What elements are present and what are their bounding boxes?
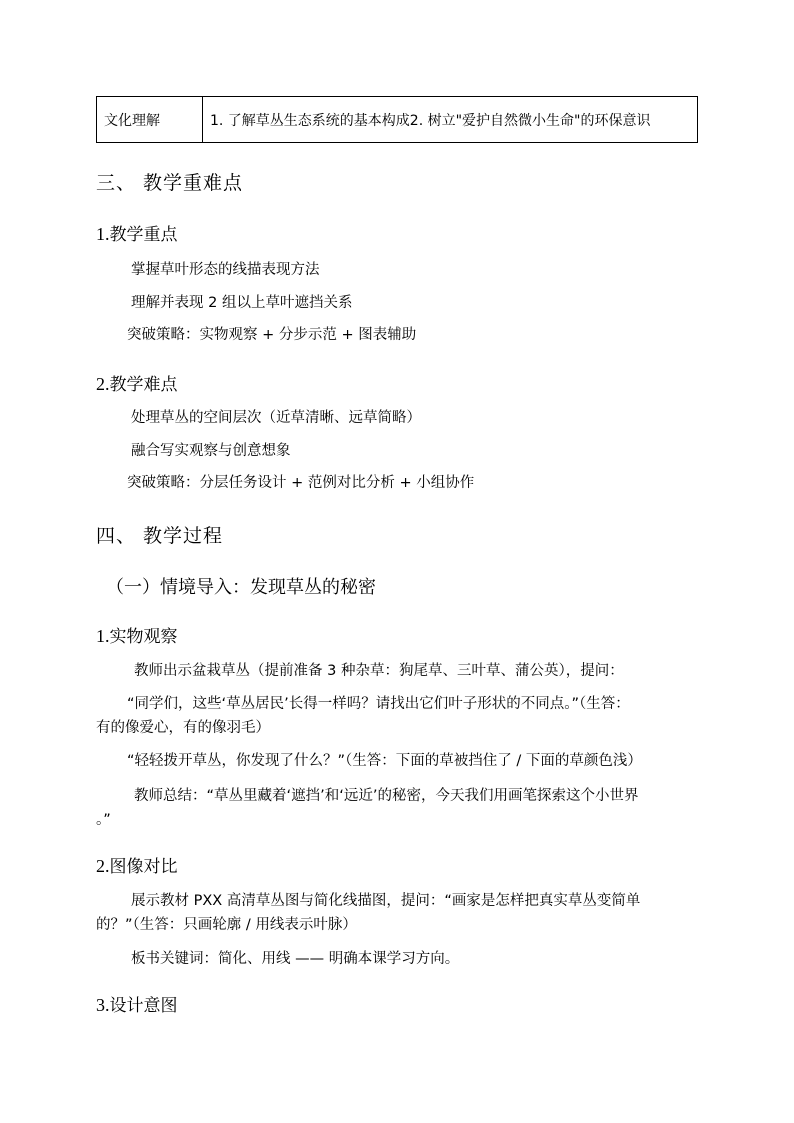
observation-p1: 教师出示盆栽草丛（提前准备 3 种杂草：狗尾草、三叶草、蒲公英），提问： <box>134 663 624 679</box>
intent-heading <box>96 991 178 1016</box>
focus-heading <box>96 220 178 245</box>
observation-p4-line2: 。” <box>96 812 111 828</box>
table-label-cell: 文化理解 <box>97 97 203 143</box>
intent-title: 设计意图 <box>109 996 178 1016</box>
observation-heading <box>96 622 178 647</box>
section-title-4: 四、 教学过程 <box>96 525 224 547</box>
difficulty-title: 教学难点 <box>109 375 178 395</box>
compare-number: 2. <box>96 856 110 876</box>
compare-heading <box>96 852 178 877</box>
compare-p1-line2: 的？”（生答：只画轮廓 / 用线表示叶脉） <box>96 917 357 933</box>
difficulty-item-1: 处理草丛的空间层次（近草清晰、远草简略） <box>131 410 421 426</box>
observation-p2-line1: “同学们，这些‘草丛居民’长得一样吗？请找出它们叶子形状的不同点。”（生答： <box>127 696 630 712</box>
section-title-3: 三、 教学重难点 <box>96 172 244 194</box>
observation-p3: “轻轻拨开草丛，你发现了什么？”（生答：下面的草被挡住了 / 下面的草颜色浅） <box>127 753 642 769</box>
compare-p1-line1: 展示教材 PXX 高清草丛图与简化线描图，提问：“画家是怎样把真实草丛变简单 <box>131 893 641 909</box>
intent-number: 3. <box>96 995 110 1015</box>
table-row <box>97 97 698 143</box>
difficulty-item-2: 融合写实观察与创意想象 <box>131 443 291 459</box>
focus-number: 1. <box>96 224 110 244</box>
focus-item-1: 掌握草叶形态的线描表现方法 <box>131 262 320 278</box>
observation-p2-line2: 有的像爱心，有的像羽毛） <box>96 720 270 736</box>
difficulty-strategy: 突破策略：分层任务设计 + 范例对比分析 + 小组协作 <box>127 475 475 491</box>
difficulty-number: 2. <box>96 374 110 394</box>
compare-title: 图像对比 <box>109 857 178 877</box>
observation-p4-line1: 教师总结：“草丛里藏着‘遮挡’和‘远近’的秘密，今天我们用画笔探索这个小世界 <box>134 788 639 804</box>
part1-title: （一）情境导入：发现草丛的秘密 <box>106 577 376 598</box>
observation-title: 实物观察 <box>109 627 178 647</box>
observation-number: 1. <box>96 626 110 646</box>
difficulty-heading <box>96 370 178 395</box>
focus-title: 教学重点 <box>109 225 178 245</box>
focus-strategy: 突破策略：实物观察 + 分步示范 + 图表辅助 <box>127 327 417 343</box>
focus-item-2: 理解并表现 2 组以上草叶遮挡关系 <box>131 295 353 311</box>
goal-table <box>96 96 698 143</box>
compare-p2: 板书关键词：简化、用线 —— 明确本课学习方向。 <box>131 951 460 967</box>
table-content-cell: 1. 了解草丛生态系统的基本构成2. 树立"爱护自然微小生命"的环保意识 <box>203 97 698 143</box>
